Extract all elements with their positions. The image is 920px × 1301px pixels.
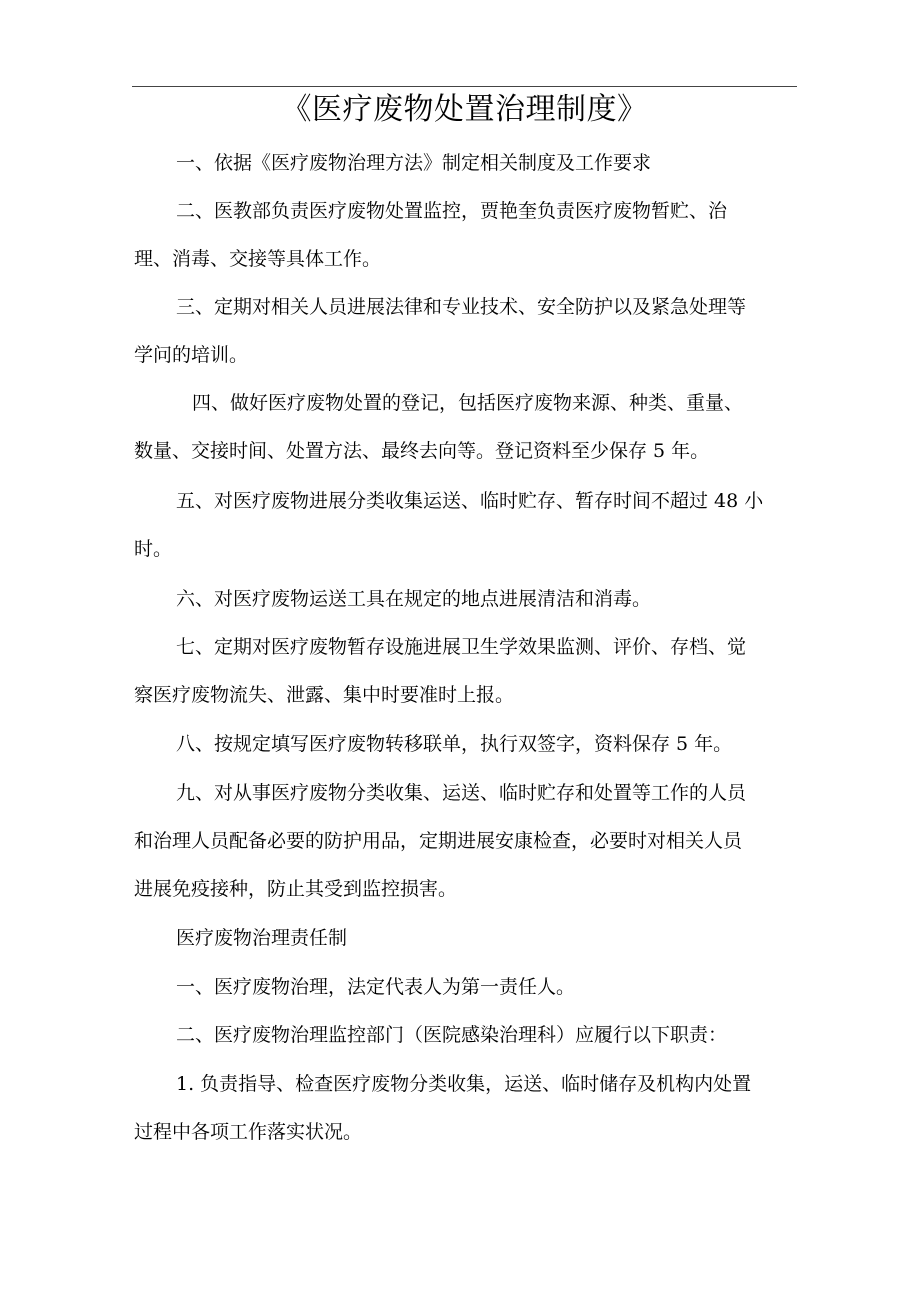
paragraph-3 — [134, 283, 794, 379]
paragraph-line: 八、按规定填写医疗废物转移联单，执行双签字，资料保存 5 年。 — [176, 733, 733, 755]
document-title: 《医疗废物处置治理制度》 — [281, 92, 648, 127]
paragraph-11 — [134, 1011, 794, 1059]
paragraph-line: 医疗废物治理责任制 — [176, 927, 348, 949]
paragraph-line: 和治理人员配备必要的防护用品，定期进展安康检查，必要时对相关人员 — [134, 830, 743, 852]
paragraph-line: 过程中各项工作落实状况。 — [134, 1121, 363, 1143]
paragraph-8 — [134, 720, 794, 768]
paragraph-line: 九、对从事医疗废物分类收集、运送、临时贮存和处置等工作的人员 — [176, 782, 747, 804]
header-rule — [132, 86, 797, 87]
paragraph-line: 二、医疗废物治理监控部门（医院感染治理科）应履行以下职责： — [176, 1024, 728, 1046]
paragraph-line: 六、对医疗废物运送工具在规定的地点进展清洁和消毒。 — [176, 588, 652, 610]
paragraph-line: 进展免疫接种，防止其受到监控损害。 — [134, 878, 458, 900]
paragraph-line: 1. 负责指导、检查医疗废物分类收集，运送、临时储存及机构内处置 — [176, 1073, 752, 1095]
paragraph-7 — [134, 623, 794, 719]
paragraph-line: 察医疗废物流失、泄露、集中时要准时上报。 — [134, 684, 515, 706]
paragraph-line: 数量、交接时间、处置方法、最终去向等。登记资料至少保存 5 年。 — [134, 440, 710, 462]
paragraph-12 — [134, 1060, 794, 1156]
paragraph-4 — [134, 379, 794, 475]
paragraph-line: 五、对医疗废物进展分类收集运送、临时贮存、暂存时间不超过 48 小 — [176, 490, 764, 512]
paragraph-line: 一、依据《医疗废物治理方法》制定相关制度及工作要求 — [176, 152, 652, 174]
paragraph-line: 三、定期对相关人员进展法律和专业技术、安全防护以及紧急处理等 — [176, 296, 747, 318]
paragraph-5 — [134, 477, 794, 573]
paragraph-line: 四、做好医疗废物处置的登记，包括医疗废物来源、种类、重量、 — [192, 392, 744, 414]
paragraph-line: 学问的培训。 — [134, 344, 249, 366]
paragraph-1 — [134, 139, 794, 187]
paragraph-line: 理、消毒、交接等具体工作。 — [134, 248, 382, 270]
paragraph-10 — [134, 963, 794, 1011]
paragraph-2 — [134, 187, 794, 283]
paragraph-6 — [134, 575, 794, 623]
paragraph-line: 一、医疗废物治理，法定代表人为第一责任人。 — [176, 976, 576, 998]
paragraph-line: 时。 — [134, 538, 173, 560]
paragraph-line: 二、医教部负责医疗废物处置监控，贾艳奎负责医疗废物暂贮、治 — [176, 200, 728, 222]
section-heading — [134, 914, 794, 962]
paragraph-line: 七、定期对医疗废物暂存设施进展卫生学效果监测、评价、存档、觉 — [176, 636, 747, 658]
paragraph-9 — [134, 769, 794, 913]
